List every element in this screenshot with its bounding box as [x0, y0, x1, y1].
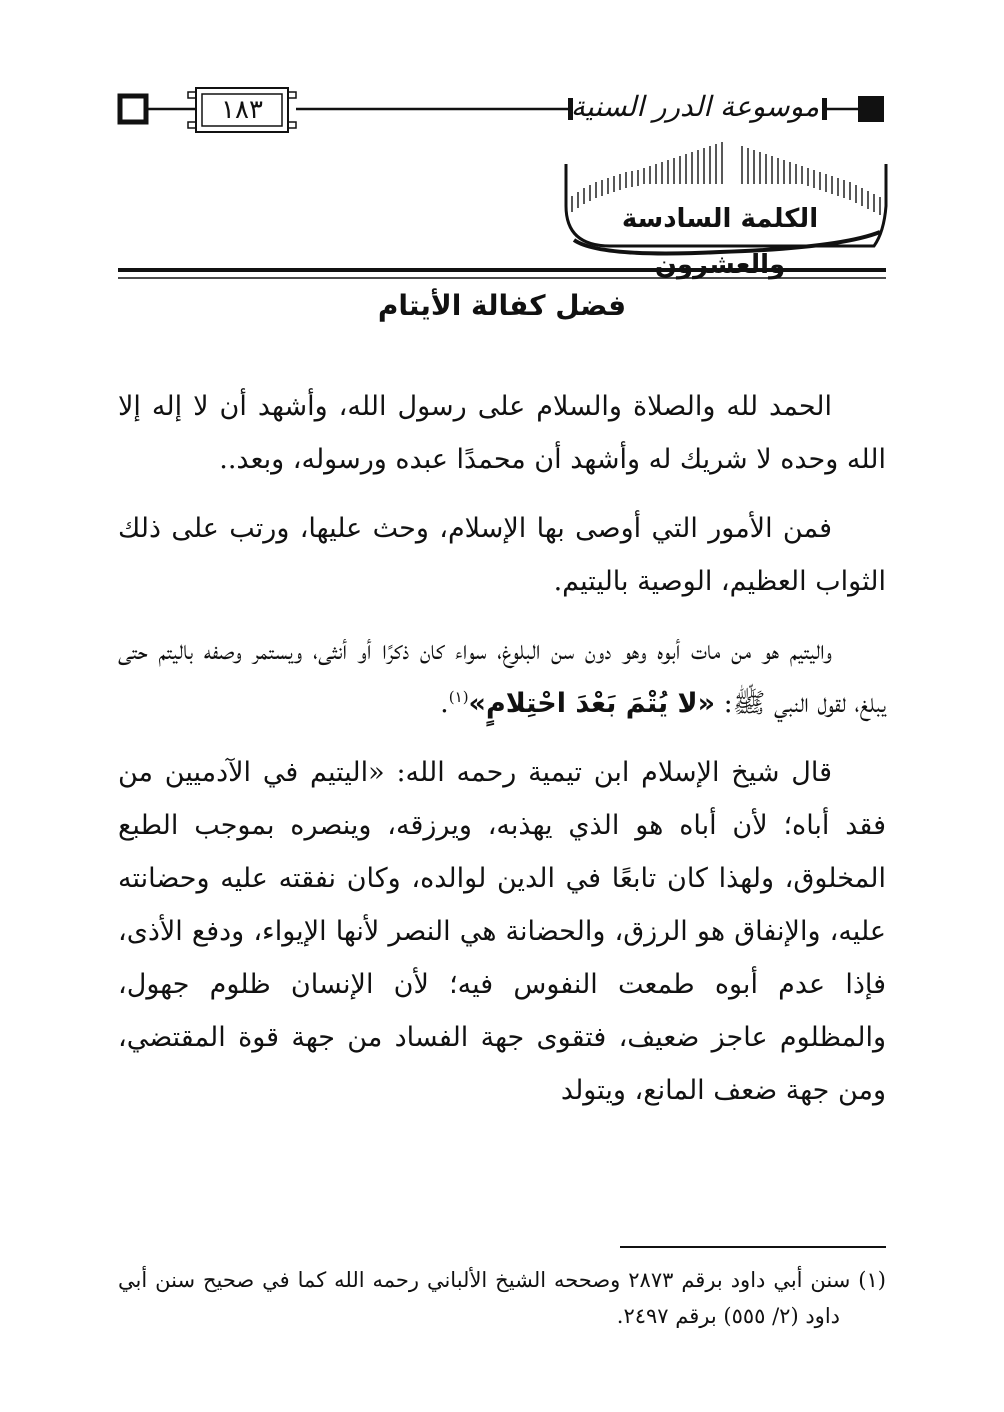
footnotes — [118, 1262, 886, 1334]
article-title: فضل كفالة الأيتام — [377, 289, 627, 322]
page-number: ١٨٣ — [221, 95, 263, 125]
footnote-separator — [620, 1246, 886, 1248]
left-square-ornament — [120, 96, 146, 122]
paragraph — [118, 624, 886, 730]
footnote-reference[interactable]: (١) — [448, 688, 469, 706]
header-ornament — [0, 0, 1004, 290]
paragraph-end: . — [440, 688, 449, 719]
paragraph: قال شيخ الإسلام ابن تيمية رحمه الله: «اليتيم في الآدميين من فقد أباه؛ لأن أباه هو الذي يهذبه، ويرزقه، وينصره بموجب الطبع المخلوق، ولهذا كان تابعًا في الدين لوالده، وكان نفقته عليه وحضانته عليه، والإنفاق هو الرزق، والحضانة هي النصر لأنها الإيواء، ودفع الأذى، فإذا عدم أبوه طمعت النفوس فيه؛ لأن الإنسان ظلوم جهول، والمظلوم عاجز ضعيف، فتقوى جهة الفساد من جهة قوة المقتضي، ومن جهة ضعف المانع، ويتولد — [118, 757, 886, 1106]
footnote-text: سنن أبي داود برقم ٢٨٧٣ وصححه الشيخ الألباني رحمه الله كما في صحيح سنن أبي داود (٢/ ٥٥٥) برقم ٢٤٩٧. — [118, 1268, 851, 1328]
chapter-title: الكلمة السادسة والعشرون — [621, 204, 819, 280]
footnote-marker: (١) — [858, 1268, 886, 1292]
hadith-quote: «لا يُتْمَ بَعْدَ احْتِلامٍ» — [468, 688, 716, 719]
paragraph-text: فمن الأمور التي أوصى بها الإسلام، وحث عليها، ورتب على ذلك الثواب العظيم، الوصية باليتيم. — [118, 513, 886, 597]
paragraph — [118, 502, 886, 608]
right-square-ornament — [858, 96, 884, 122]
series-title: موسوعة الدرر السنية — [570, 90, 820, 123]
paragraph-text: واليتيم هو من مات أبوه وهو دون سن البلوغ، سواء كان ذكرًا أو أنثى، ويستمر وصفه باليتم حتى يبلغ، لقول النبي ﷺ: — [118, 635, 886, 719]
article-body — [118, 380, 886, 1133]
paragraph: الحمد لله والصلاة والسلام على رسول الله، وأشهد أن لا إله إلا الله وحده لا شريك له وأشهد أن محمدًا عبده ورسوله، وبعد.. — [118, 391, 886, 475]
footnote-item — [118, 1262, 886, 1334]
